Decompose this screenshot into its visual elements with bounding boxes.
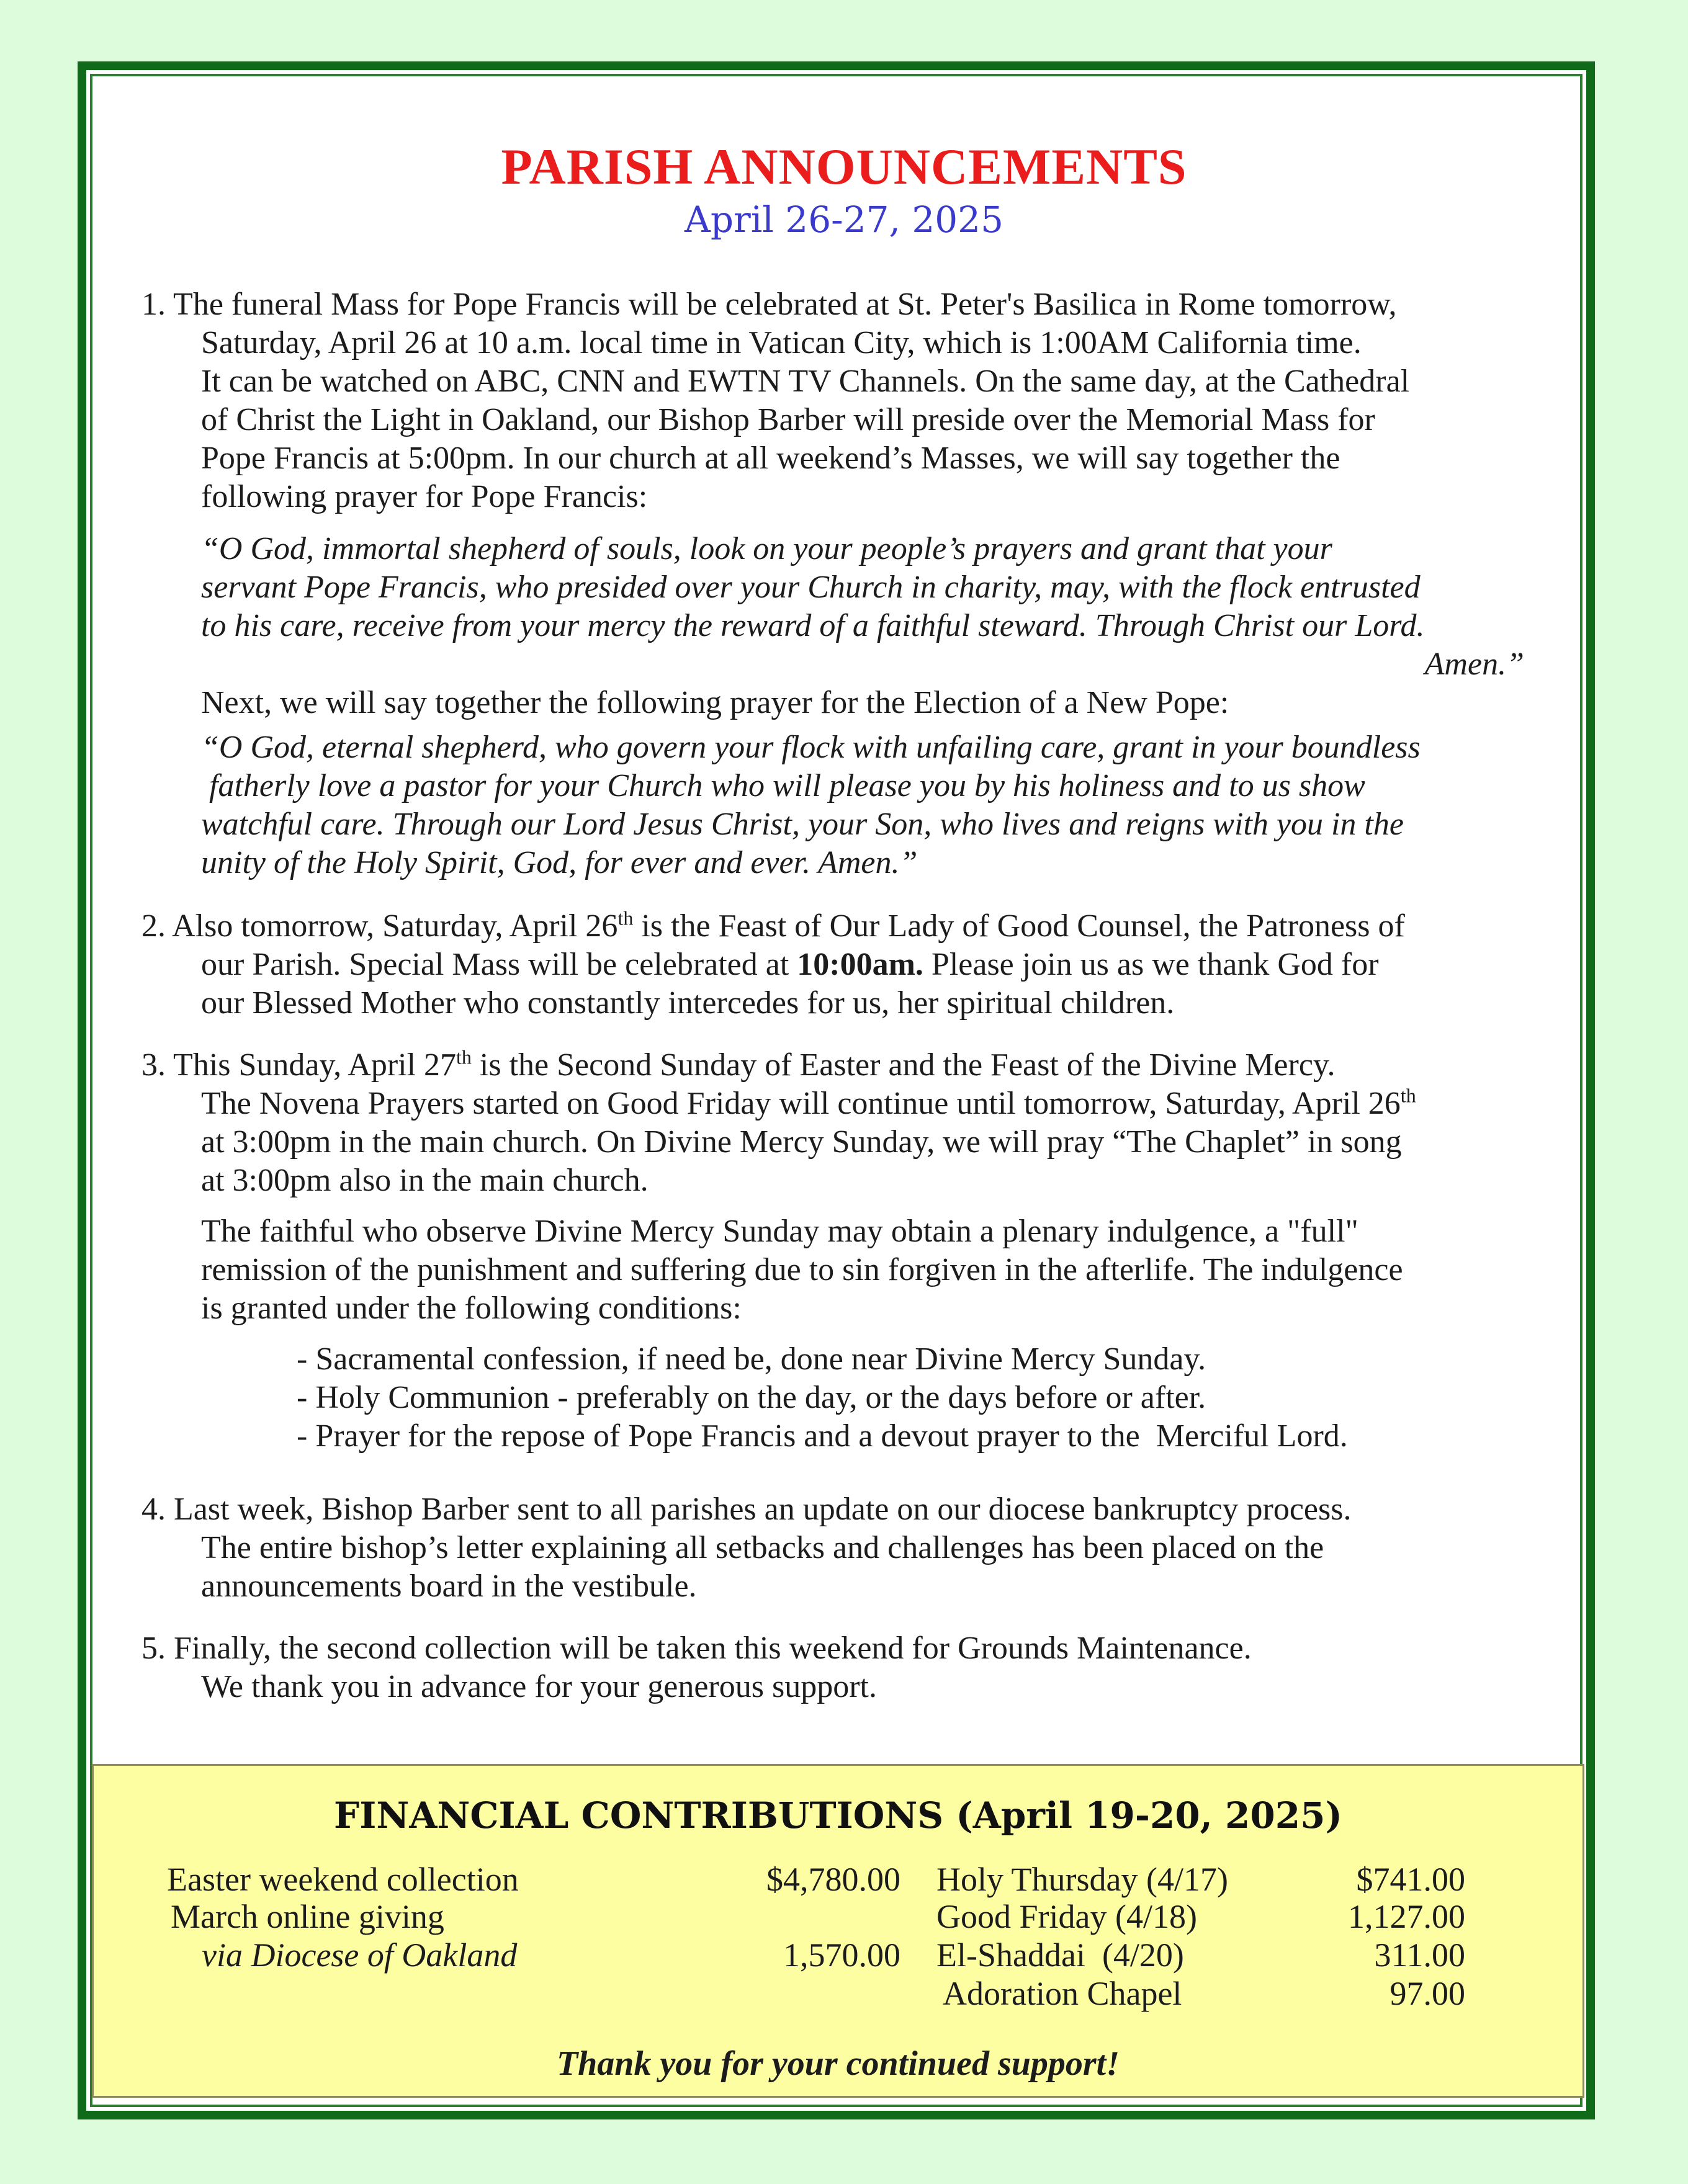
announcement-line: Saturday, April 26 at 10 a.m. local time in Vatican City, which is 1:00AM California time. <box>201 325 1362 360</box>
prayer-line: watchful care. Through our Lord Jesus Christ, your Son, who lives and reigns with you in the <box>201 807 1404 842</box>
announcement-line: We thank you in advance for your generous support. <box>201 1669 877 1704</box>
thank-you-note: Thank you for your continued support! <box>556 2044 1120 2083</box>
announcement-line: at 3:00pm in the main church. On Divine Mercy Sunday, we will pray “The Chaplet” in song <box>201 1124 1402 1160</box>
announcement-line: 4. Last week, Bishop Barber sent to all parishes an update on our diocese bankruptcy process. <box>141 1492 1352 1527</box>
right-row-label: Holy Thursday (4/17) <box>936 1861 1228 1898</box>
condition-item: - Sacramental confession, if need be, done near Divine Mercy Sunday. <box>297 1341 1206 1377</box>
announcements <box>141 285 1594 1706</box>
right-row-amount: 311.00 <box>1374 1936 1465 1974</box>
right-row-amount: 97.00 <box>1389 1975 1465 2012</box>
prayer-line: servant Pope Francis, who presided over your Church in charity, may, with the flock entrusted <box>201 570 1421 605</box>
financial-contributions-box <box>92 1764 1584 2098</box>
announcement-3 <box>141 1046 1594 1456</box>
announcement-line: 2. Also tomorrow, Saturday, April 26th is the Feast of Our Lady of Good Counsel, the Patroness of <box>141 906 1405 944</box>
announcement-line: 3. This Sunday, April 27th is the Second Sunday of Easter and the Feast of the Divine Mercy. <box>141 1045 1336 1083</box>
right-row-amount: 1,127.00 <box>1348 1898 1465 1935</box>
prayer-line: fatherly love a pastor for your Church who will please you by his holiness and to us show <box>201 768 1365 803</box>
announcement-line: 5. Finally, the second collection will be taken this weekend for Grounds Maintenance. <box>141 1631 1252 1666</box>
prayer-line: to his care, receive from your mercy the reward of a faithful steward. Through Christ our Lord. <box>201 608 1425 643</box>
announcement-line: at 3:00pm also in the main church. <box>201 1163 649 1198</box>
prayer-line: unity of the Holy Spirit, God, for ever and ever. Amen.” <box>201 845 918 880</box>
prayer-amen: Amen.” <box>1424 647 1524 682</box>
announcement-5 <box>141 1629 1594 1706</box>
condition-item: - Holy Communion - preferably on the day, or the days before or after. <box>297 1380 1206 1415</box>
right-row-label: Adoration Chapel <box>943 1975 1182 2012</box>
page-title: PARISH ANNOUNCEMENTS <box>501 138 1187 195</box>
announcement-line: 1. The funeral Mass for Pope Francis will be celebrated at St. Peter's Basilica in Rome tomorrow, <box>141 287 1397 322</box>
announcement-2 <box>141 907 1594 1023</box>
announcement-line: our Parish. Special Mass will be celebrated at 10:00am. Please join us as we thank God for <box>201 947 1379 982</box>
announcement-line: remission of the punishment and suffering due to sin forgiven in the afterlife. The indulgence <box>201 1252 1403 1287</box>
announcement-1 <box>141 285 1594 882</box>
announcement-line: It can be watched on ABC, CNN and EWTN TV Channels. On the same day, at the Cathedral <box>201 364 1410 399</box>
announcement-line: Next, we will say together the following prayer for the Election of a New Pope: <box>201 685 1229 720</box>
announcement-line: following prayer for Pope Francis: <box>201 479 648 514</box>
prayer-line: “O God, eternal shepherd, who govern your flock with unfailing care, grant in your boundless <box>201 730 1421 765</box>
prayer-line: “O God, immortal shepherd of souls, look on your people’s prayers and grant that your <box>201 531 1332 566</box>
page-date: April 26-27, 2025 <box>685 199 1003 241</box>
left-row-amount: $4,780.00 <box>766 1861 900 1898</box>
condition-item: - Prayer for the repose of Pope Francis and a devout prayer to the Merciful Lord. <box>297 1418 1348 1454</box>
announcement-line: The entire bishop’s letter explaining all setbacks and challenges has been placed on the <box>201 1530 1324 1565</box>
announcement-line: The Novena Prayers started on Good Friday will continue until tomorrow, Saturday, April 26th <box>201 1084 1416 1121</box>
announcement-line: our Blessed Mother who constantly intercedes for us, her spiritual children. <box>201 985 1175 1021</box>
left-row-label: via Diocese of Oakland <box>202 1936 518 1974</box>
announcement-line: announcements board in the vestibule. <box>201 1569 697 1604</box>
announcement-line: Pope Francis at 5:00pm. In our church at all weekend’s Masses, we will say together the <box>201 441 1340 476</box>
announcement-line: of Christ the Light in Oakland, our Bishop Barber will preside over the Memorial Mass for <box>201 402 1375 437</box>
announcement-4 <box>141 1490 1594 1606</box>
left-row-label: March online giving <box>171 1898 444 1935</box>
announcement-line: The faithful who observe Divine Mercy Sunday may obtain a plenary indulgence, a "full" <box>201 1214 1358 1249</box>
right-row-label: Good Friday (4/18) <box>936 1898 1197 1935</box>
announcement-line: is granted under the following conditions: <box>201 1291 742 1326</box>
left-row-amount: 1,570.00 <box>783 1936 900 1974</box>
financial-title: FINANCIAL CONTRIBUTIONS (April 19-20, 2025) <box>334 1794 1342 1837</box>
right-row-amount: $741.00 <box>1356 1861 1465 1898</box>
left-row-label: Easter weekend collection <box>167 1861 519 1898</box>
right-row-label: El-Shaddai (4/20) <box>936 1936 1184 1974</box>
